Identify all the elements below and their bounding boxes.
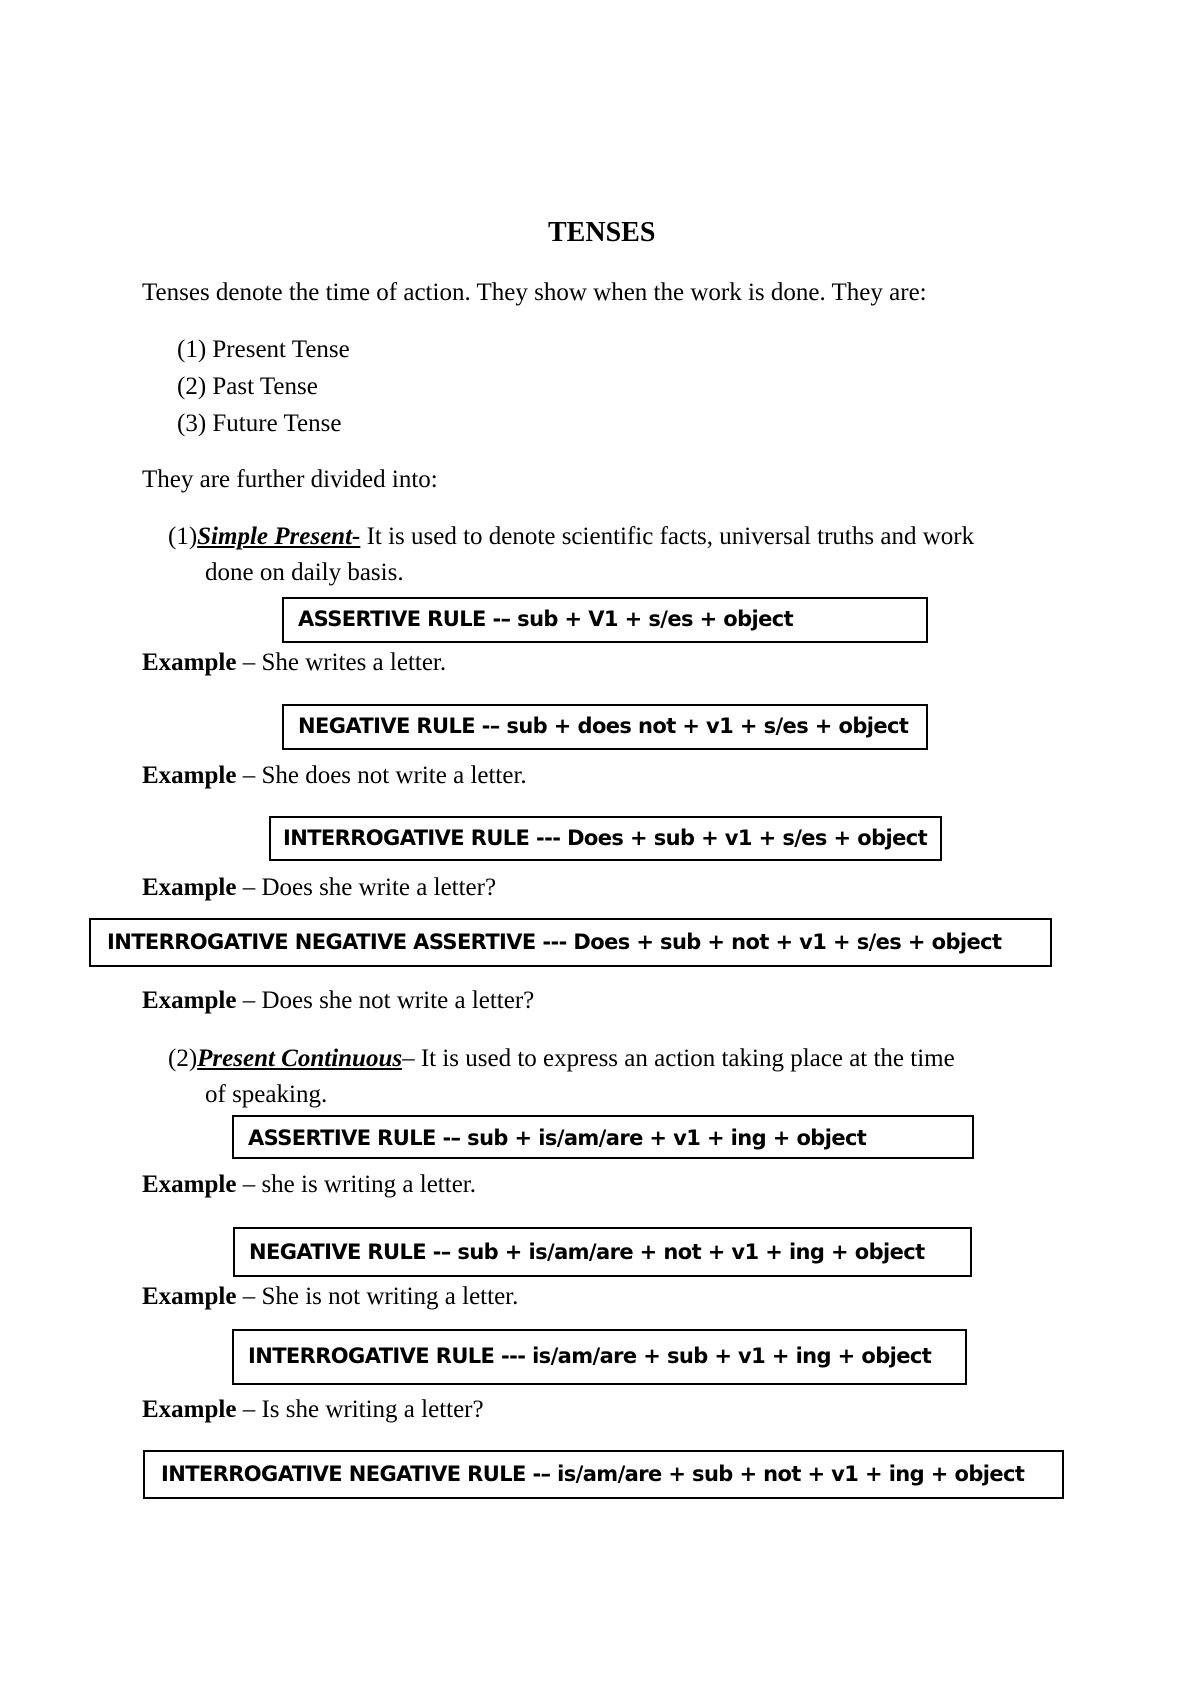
example-line — [142, 648, 446, 678]
list-number: (2) — [177, 373, 207, 400]
example-label: Example — [142, 1283, 237, 1310]
rule-box: INTERROGATIVE NEGATIVE ASSERTIVE --- Does + sub + not + v1 + s/es + object — [89, 918, 1052, 967]
section-number: (2) — [168, 1045, 198, 1072]
list-number: (1) — [177, 336, 207, 363]
rule-box: NEGATIVE RULE -– sub + is/am/are + not + v1 + ing + object — [233, 1227, 972, 1277]
list-item — [177, 409, 341, 439]
section-number: (1) — [168, 523, 198, 550]
divided-intro: They are further divided into: — [142, 466, 438, 493]
example-text: – She is not writing a letter. — [236, 1283, 519, 1310]
rule-box: NEGATIVE RULE -– sub + does not + v1 + s/es + object — [282, 704, 928, 750]
example-line — [142, 1395, 484, 1425]
section-description-cont: of speaking. — [205, 1081, 328, 1108]
list-item — [177, 372, 318, 402]
rule-box: INTERROGATIVE RULE --- Does + sub + v1 + s/es + object — [269, 816, 942, 861]
rule-box: INTERROGATIVE NEGATIVE RULE -– is/am/are + sub + not + v1 + ing + object — [143, 1450, 1064, 1499]
example-label: Example — [142, 1171, 237, 1198]
rule-box: ASSERTIVE RULE -– sub + is/am/are + v1 + ing + object — [232, 1115, 974, 1159]
example-text: – Does she write a letter? — [236, 874, 497, 901]
rule-box: ASSERTIVE RULE -– sub + V1 + s/es + object — [282, 597, 928, 643]
section-description-cont: done on daily basis. — [205, 559, 404, 586]
list-label: Present Tense — [212, 336, 350, 363]
section-term: Simple Present- — [197, 523, 361, 550]
example-line — [142, 1282, 518, 1312]
section-heading — [168, 1044, 955, 1074]
example-label: Example — [142, 649, 237, 676]
section-description: – It is used to express an action taking place at the time — [402, 1045, 955, 1072]
list-label: Past Tense — [212, 373, 318, 400]
example-text: – she is writing a letter. — [236, 1171, 476, 1198]
list-item — [177, 335, 350, 365]
example-text: – She writes a letter. — [236, 649, 447, 676]
rule-box: INTERROGATIVE RULE --- is/am/are + sub + v1 + ing + object — [232, 1329, 967, 1385]
page-title: TENSES — [548, 217, 656, 248]
example-line — [142, 873, 496, 903]
example-line — [142, 761, 527, 791]
section-heading — [168, 522, 974, 552]
section-description: It is used to denote scientific facts, universal truths and work — [360, 523, 975, 550]
list-number: (3) — [177, 410, 207, 437]
section-term: Present Continuous — [197, 1045, 403, 1072]
example-text: – She does not write a letter. — [236, 762, 527, 789]
example-label: Example — [142, 987, 237, 1014]
list-label: Future Tense — [212, 410, 342, 437]
example-text: – Does she not write a letter? — [236, 987, 535, 1014]
example-line — [142, 1170, 476, 1200]
example-line — [142, 986, 534, 1016]
example-label: Example — [142, 874, 237, 901]
example-label: Example — [142, 762, 237, 789]
example-text: – Is she writing a letter? — [236, 1396, 484, 1423]
example-label: Example — [142, 1396, 237, 1423]
intro-paragraph: Tenses denote the time of action. They show when the work is done. They are: — [142, 279, 927, 306]
